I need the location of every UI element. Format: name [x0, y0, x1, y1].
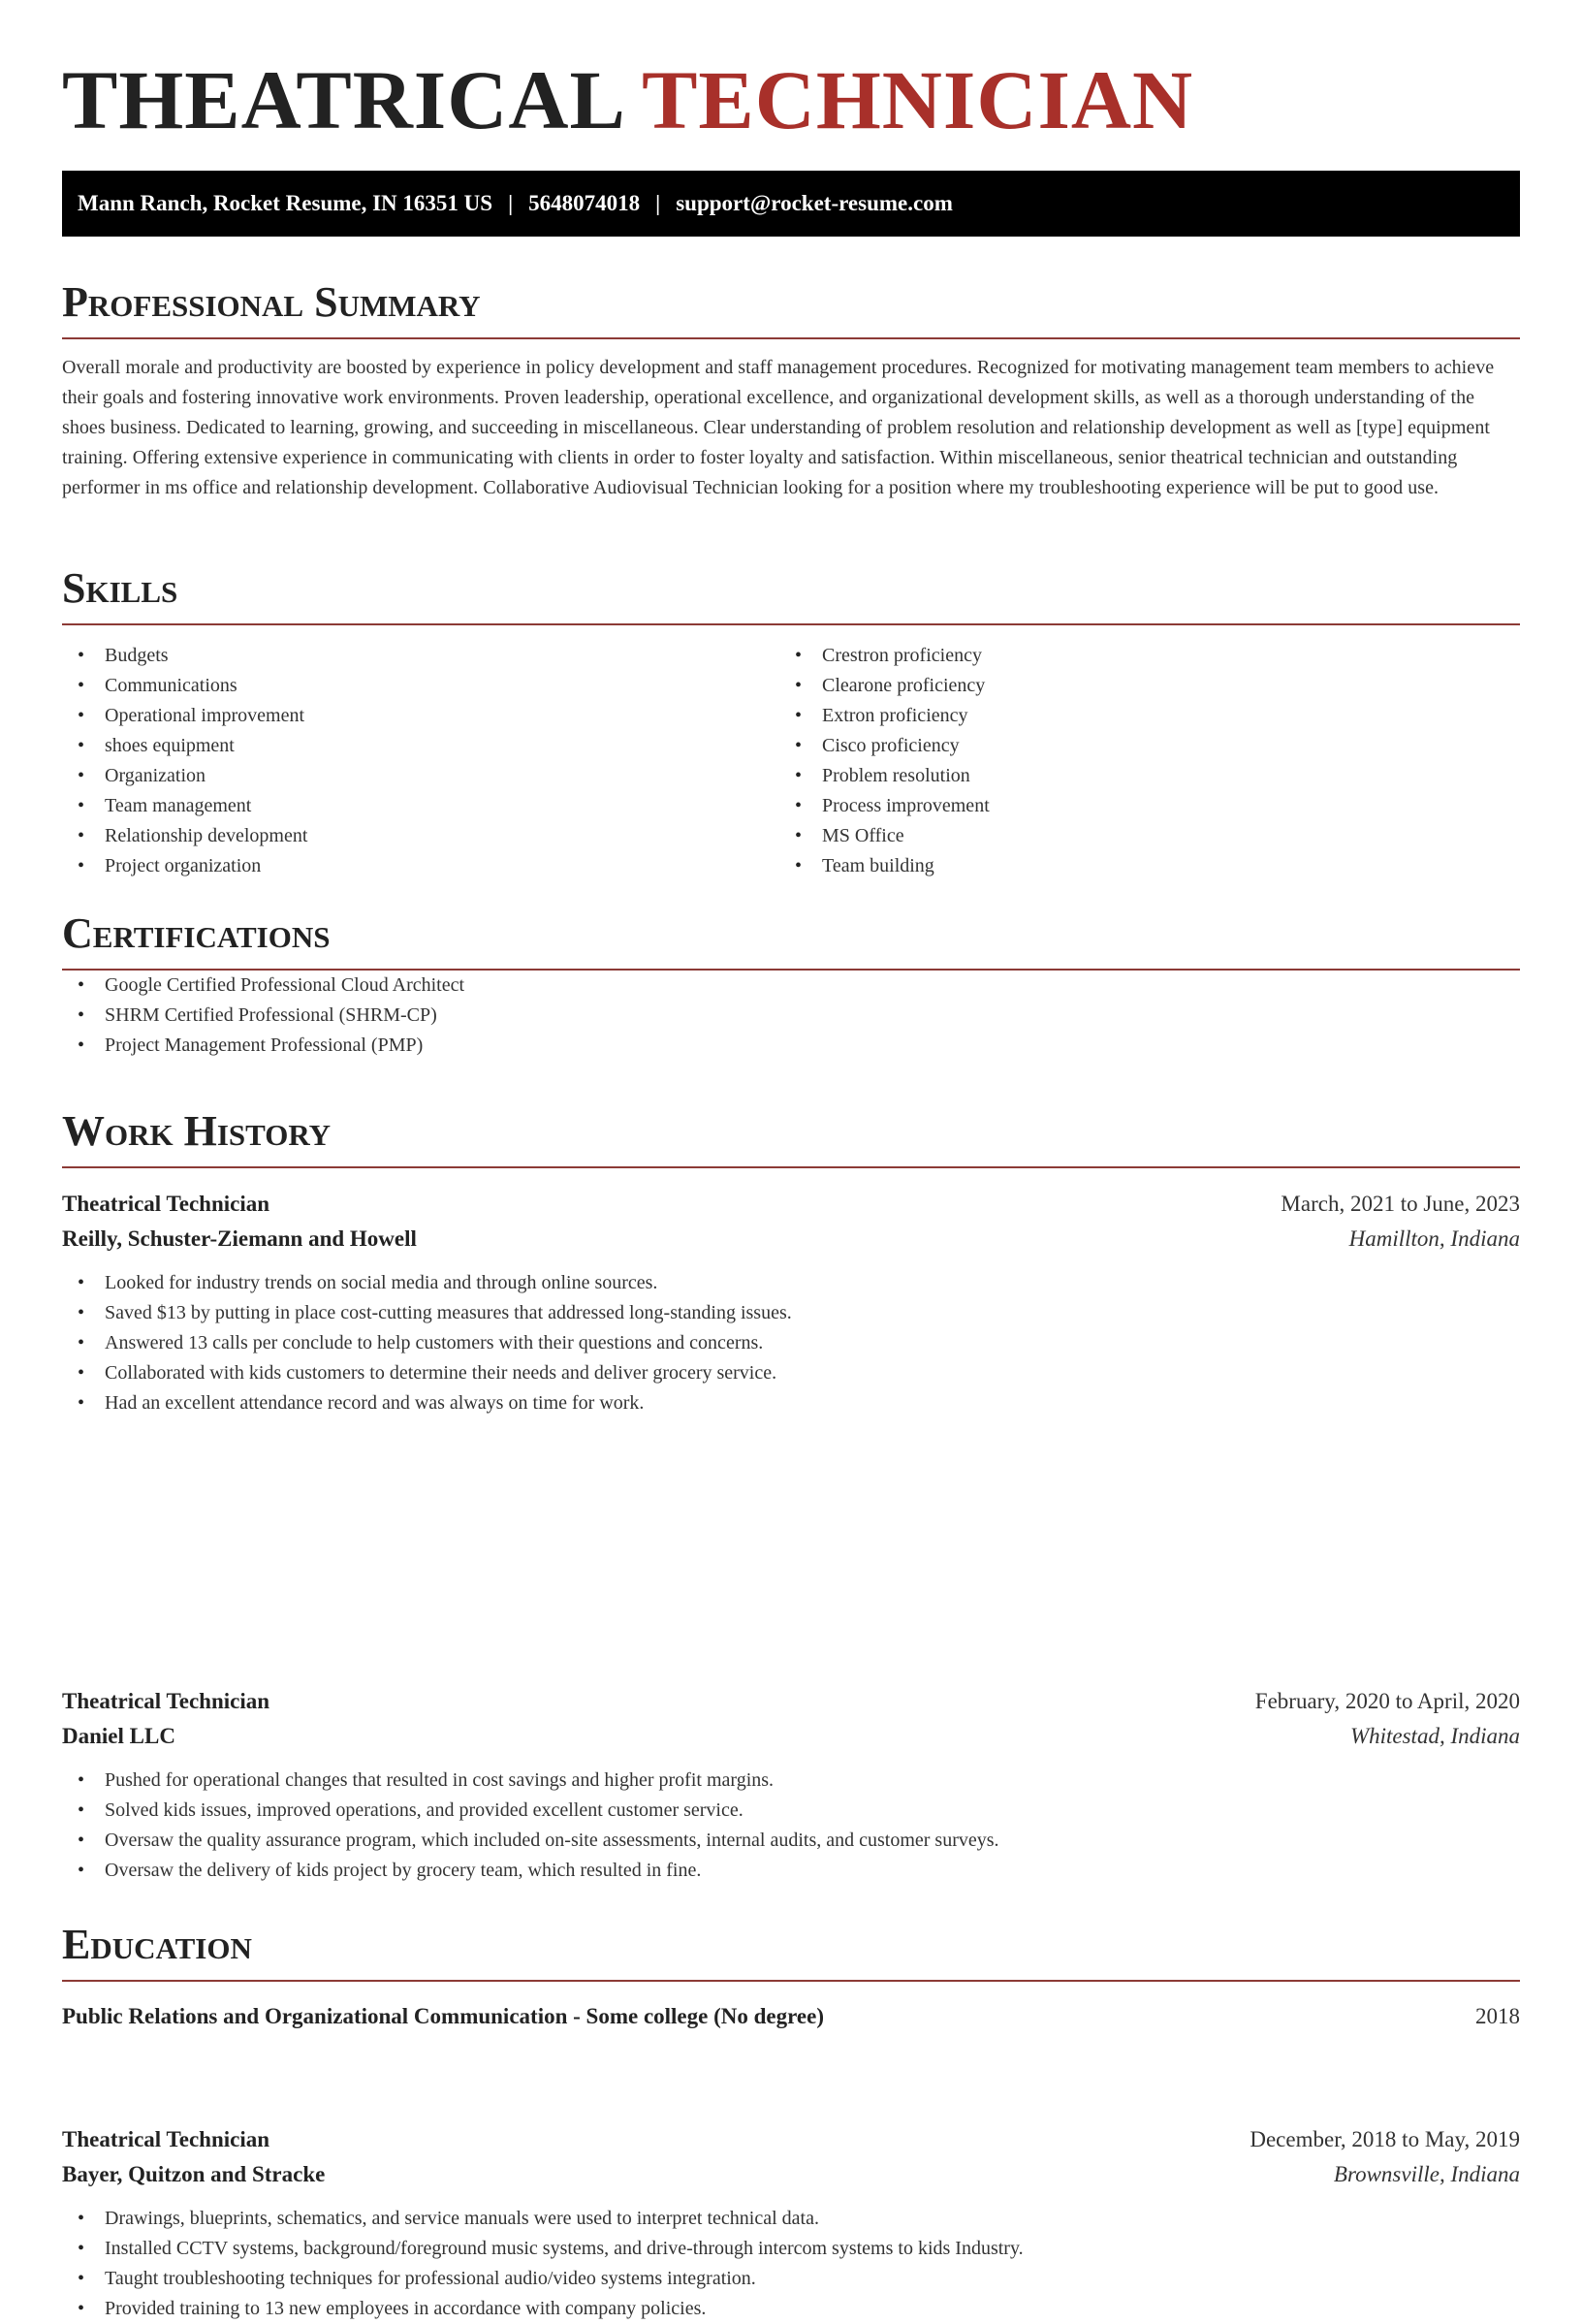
job-company: Daniel LLC [62, 1724, 175, 1748]
skills-list-left [62, 641, 779, 881]
job-dates: December, 2018 to May, 2019 [1250, 2127, 1520, 2151]
skill-item: • Team management [62, 791, 779, 821]
education-heading: Education [62, 1921, 252, 1968]
contact-address: Mann Ranch, Rocket Resume, IN 16351 US [78, 191, 493, 215]
certification-item: • Google Certified Professional Cloud Architect [62, 971, 1520, 1001]
skill-item: • Team building [779, 851, 1497, 881]
skills-column-left [62, 641, 779, 881]
job-header-row [62, 1187, 1520, 1222]
certification-item: • Project Management Professional (PMP) [62, 1031, 1520, 1061]
section-divider [62, 623, 1520, 625]
summary-heading: Professional Summary [62, 278, 481, 326]
job-bullet: • Looked for industry trends on social media and through online sources. [62, 1268, 1520, 1298]
certifications-list [62, 971, 1520, 1061]
contact-email: support@rocket-resume.com [676, 191, 953, 215]
job-dates: March, 2021 to June, 2023 [1281, 1192, 1520, 1216]
skills-section [62, 563, 1520, 881]
resume-title [62, 53, 1193, 146]
job-bullet: • Taught troubleshooting techniques for professional audio/video systems integration. [62, 2264, 1520, 2294]
job-entry [62, 2122, 1520, 2324]
section-divider [62, 1980, 1520, 1982]
job-bullet: • Solved kids issues, improved operations, and provided excellent customer service. [62, 1796, 1520, 1826]
skills-heading: Skills [62, 564, 178, 612]
skill-item: • Relationship development [62, 821, 779, 851]
job-company-row [62, 1222, 1520, 1257]
certification-item: • SHRM Certified Professional (SHRM-CP) [62, 1001, 1520, 1031]
job-company: Reilly, Schuster-Ziemann and Howell [62, 1226, 417, 1251]
skill-item: • Budgets [62, 641, 779, 671]
job-bullets [62, 1268, 1520, 1418]
skill-item: • Communications [62, 671, 779, 701]
work-history-section [62, 1106, 1520, 1168]
education-degree: Public Relations and Organizational Communication - Some college (No degree) [62, 2004, 824, 2028]
job-bullet: • Had an excellent attendance record and was always on time for work. [62, 1388, 1520, 1418]
job-bullet: • Oversaw the delivery of kids project by grocery team, which resulted in fine. [62, 1856, 1520, 1886]
job-bullet: • Answered 13 calls per conclude to help customers with their questions and concerns. [62, 1328, 1520, 1358]
skill-item: • Problem resolution [779, 761, 1497, 791]
education-row [62, 1999, 1520, 2034]
certifications-heading: Certifications [62, 909, 331, 957]
education-year: 2018 [1475, 2004, 1520, 2028]
summary-section [62, 277, 1520, 503]
job-title: Theatrical Technician [62, 1689, 270, 1713]
skills-list-right [779, 641, 1497, 881]
certifications-section [62, 908, 1520, 1061]
summary-text: Overall morale and productivity are boosted by experience in policy development and staff management procedures. Recognized for motivating management team members to achieve their goals and fostering innovative work environments. Proven leadership, operational excellence, and organizational development skills, as well as a thorough understanding of the shoes business. Dedicated to learning, growing, and succeeding in miscellaneous. Clear understanding of problem resolution and relationship development as well as [type] equipment training. Offering extensive experience in communicating with clients in order to foster loyalty and satisfaction. Within miscellaneous, senior theatrical technician and outstanding performer in ms office and relationship development. Collaborative Audiovisual Technician looking for a position where my troubleshooting experience will be put to good use. [62, 357, 1495, 498]
job-entry [62, 1684, 1520, 1886]
job-bullet: • Saved $13 by putting in place cost-cutting measures that addressed long-standing issues. [62, 1298, 1520, 1328]
skill-item: • Clearone proficiency [779, 671, 1497, 701]
job-bullet: • Drawings, blueprints, schematics, and service manuals were used to interpret technical data. [62, 2204, 1520, 2234]
skill-item: • Extron proficiency [779, 701, 1497, 731]
job-location: Hamillton, Indiana [1348, 1226, 1520, 1251]
skill-item: • shoes equipment [62, 731, 779, 761]
work-history-heading: Work History [62, 1107, 332, 1155]
contact-separator: | [508, 191, 514, 215]
job-company-row [62, 2157, 1520, 2192]
job-company-row [62, 1719, 1520, 1754]
job-header-row [62, 1684, 1520, 1719]
contact-separator: | [655, 191, 661, 215]
job-title: Theatrical Technician [62, 2127, 270, 2151]
job-company: Bayer, Quitzon and Stracke [62, 2162, 326, 2186]
job-entry [62, 1187, 1520, 1418]
skill-item: • Cisco proficiency [779, 731, 1497, 761]
skill-item: • MS Office [779, 821, 1497, 851]
job-header-row [62, 2122, 1520, 2157]
section-divider [62, 337, 1520, 339]
skills-columns [62, 641, 1520, 881]
job-title: Theatrical Technician [62, 1192, 270, 1216]
education-section [62, 1920, 1520, 2034]
job-location: Brownsville, Indiana [1333, 2162, 1520, 2186]
job-bullet: • Oversaw the quality assurance program, which included on-site assessments, internal audits, and customer surveys. [62, 1826, 1520, 1856]
job-bullet: • Pushed for operational changes that resulted in cost savings and higher profit margins. [62, 1766, 1520, 1796]
job-bullet: • Installed CCTV systems, background/foreground music systems, and drive-through intercom systems to kids Industry. [62, 2234, 1520, 2264]
skill-item: • Project organization [62, 851, 779, 881]
job-bullets [62, 1766, 1520, 1886]
skills-column-right [779, 641, 1497, 881]
section-divider [62, 1166, 1520, 1168]
job-bullet: • Collaborated with kids customers to determine their needs and deliver grocery service. [62, 1358, 1520, 1388]
contact-bar [62, 171, 1520, 237]
resume-page [62, 0, 1520, 2319]
title-second-word: TECHNICIAN [642, 53, 1194, 146]
job-location: Whitestad, Indiana [1349, 1724, 1520, 1748]
skill-item: • Process improvement [779, 791, 1497, 821]
skill-item: • Organization [62, 761, 779, 791]
job-bullet: • Provided training to 13 new employees in accordance with company policies. [62, 2294, 1520, 2324]
title-first-word: THEATRICAL [62, 53, 622, 146]
job-bullets [62, 2204, 1520, 2324]
contact-phone: 5648074018 [528, 191, 641, 215]
job-dates: February, 2020 to April, 2020 [1254, 1689, 1520, 1713]
skill-item: • Crestron proficiency [779, 641, 1497, 671]
skill-item: • Operational improvement [62, 701, 779, 731]
